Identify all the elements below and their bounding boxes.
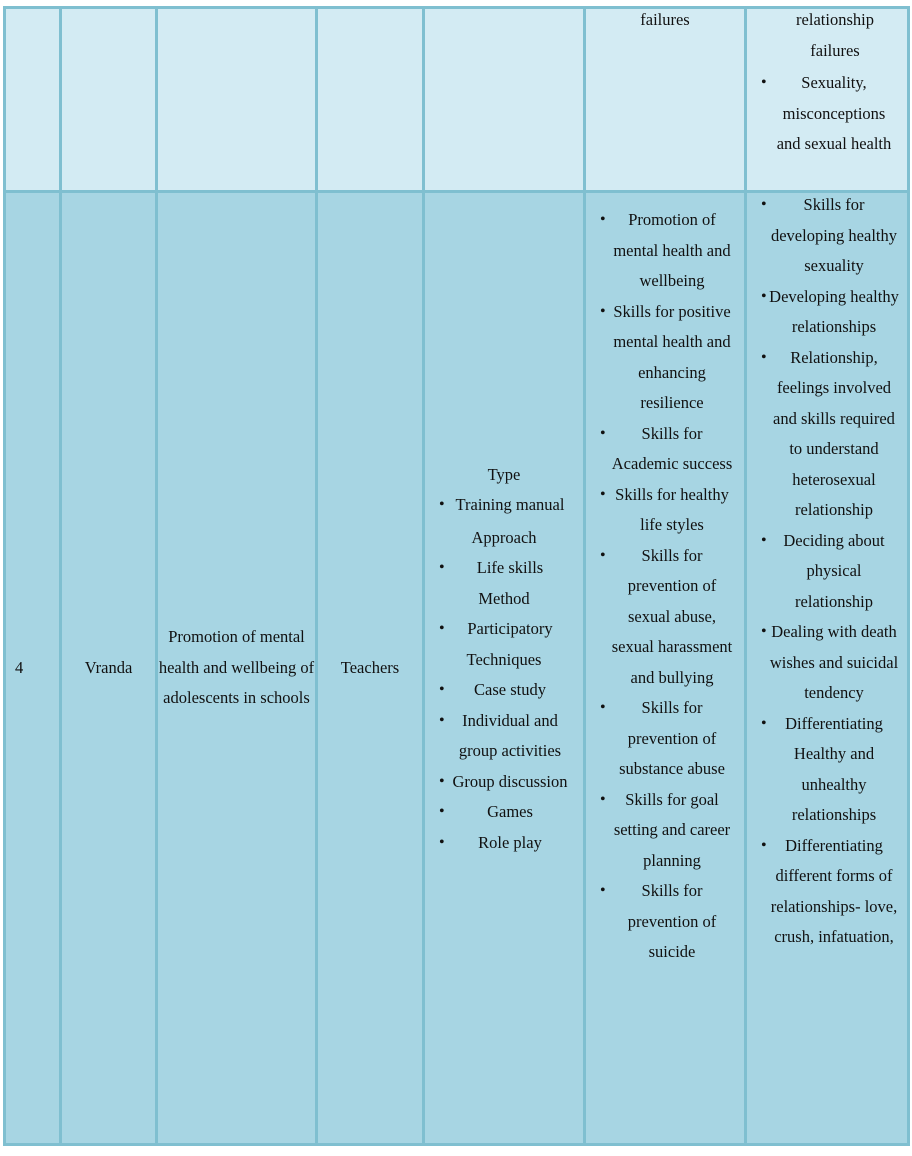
- list-item: • Participatory: [425, 614, 583, 645]
- topics-text: relationship failures: [796, 10, 874, 60]
- table-cell: [585, 8, 746, 192]
- list-item: • Skills for prevention of sexual abuse, sexual harassment and bullying: [586, 541, 744, 694]
- list-item: • Skills for goal setting and career planning: [586, 785, 744, 877]
- list-item: • Deciding about physical relationship: [747, 526, 907, 618]
- content-cell: [585, 192, 746, 1145]
- list-item: • Developing healthy relationships: [747, 282, 907, 343]
- topics-cell: [746, 192, 909, 1145]
- list-item: • Skills for prevention of suicide: [586, 876, 744, 968]
- program-name: Vranda: [61, 192, 157, 1145]
- list-item: • Sexuality, misconceptions and sexual health: [747, 68, 907, 160]
- type-approach-cell: [424, 192, 585, 1145]
- list-item: • Differentiating different forms of relationships- love, crush, infatuation,: [747, 831, 907, 953]
- table-cell: [5, 8, 61, 192]
- list-item: • Skills for developing healthy sexuality: [747, 193, 907, 282]
- list-item: • Skills for positive mental health and enhancing resilience: [586, 297, 744, 419]
- table-cell: [746, 8, 909, 192]
- list-item: • Role play: [425, 828, 583, 859]
- table-row: [5, 8, 909, 192]
- list-item: • Skills for Academic success: [586, 419, 744, 480]
- program-objective: Promotion of mental health and wellbeing of adolescents in schools: [157, 192, 317, 1145]
- list-item: • Group discussion: [425, 767, 583, 798]
- method-heading: Method: [478, 588, 530, 608]
- list-item: • Skills for prevention of substance abuse: [586, 693, 744, 785]
- list-item: • Individual and group activities: [425, 706, 583, 767]
- type-heading: Type: [487, 464, 521, 484]
- list-item: • Games: [425, 797, 583, 828]
- list-item: • Dealing with death wishes and suicidal tendency: [747, 617, 907, 709]
- table-row: [5, 192, 909, 1145]
- content-text: failures: [640, 10, 690, 29]
- list-item: • Promotion of mental health and wellbeing: [586, 205, 744, 297]
- program-table: [3, 6, 910, 1146]
- target-group: Teachers: [317, 192, 424, 1145]
- row-number: 4: [5, 192, 61, 1145]
- table-cell: [424, 8, 585, 192]
- techniques-heading: Techniques: [466, 649, 542, 669]
- list-item: • Training manual: [425, 490, 583, 521]
- list-item: • Differentiating Healthy and unhealthy relationships: [747, 709, 907, 831]
- list-item: • Skills for healthy life styles: [586, 480, 744, 541]
- table-cell: [61, 8, 157, 192]
- list-item: • Relationship, feelings involved and skills required to understand heterosexual relationship: [747, 343, 907, 526]
- table-cell: [317, 8, 424, 192]
- list-item: • Life skills: [425, 553, 583, 584]
- approach-heading: Approach: [471, 527, 537, 547]
- list-item: • Case study: [425, 675, 583, 706]
- table-cell: [157, 8, 317, 192]
